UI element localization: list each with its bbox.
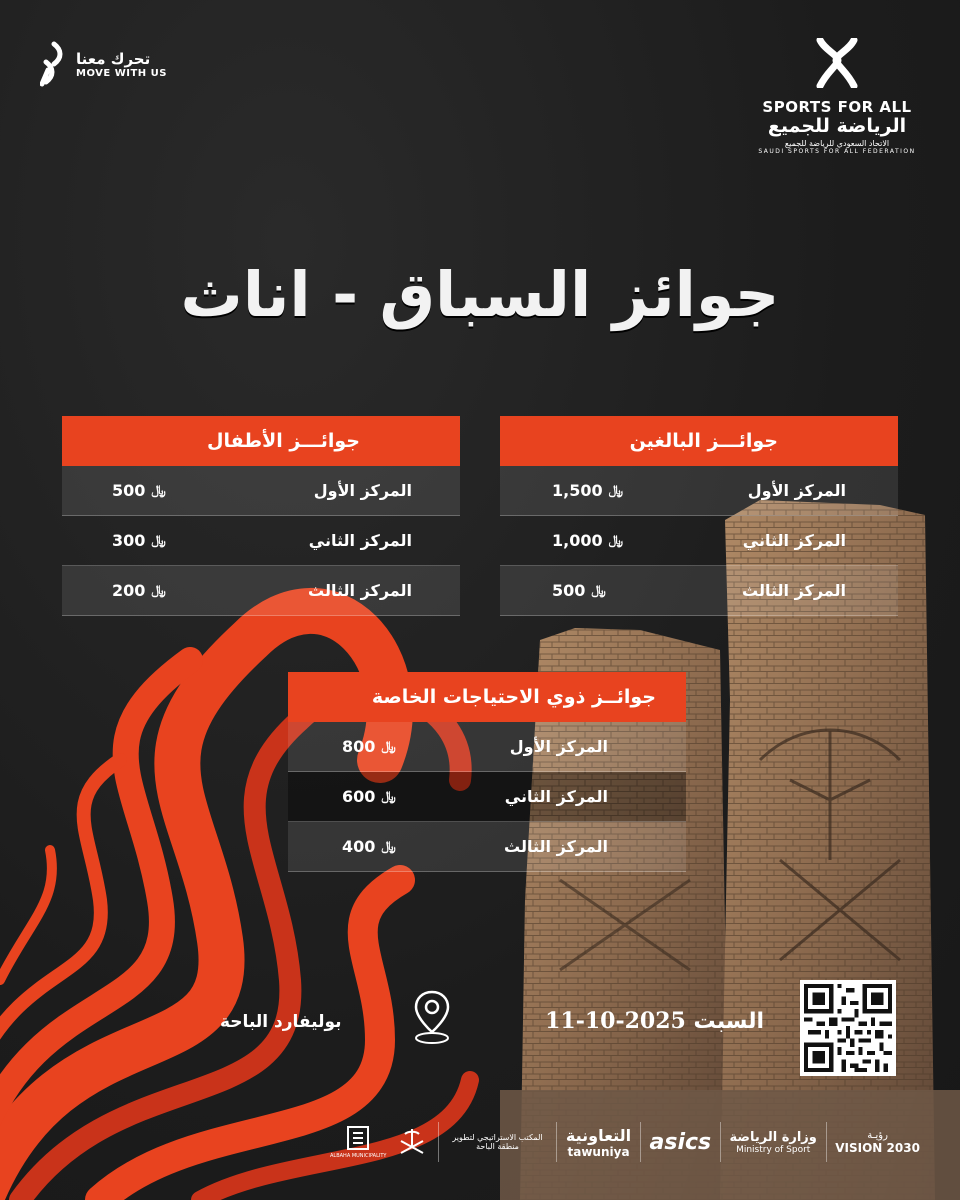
strategic-office-name: المكتب الاستراتيجي لتطوير منطقة الباحة bbox=[452, 1133, 543, 1151]
riyal-icon: ﷼ bbox=[591, 583, 606, 598]
table-row bbox=[288, 772, 686, 822]
prize-amount bbox=[342, 787, 396, 806]
amount-value: 1,500 bbox=[552, 481, 603, 500]
place-label: المركز الثالث bbox=[504, 837, 608, 856]
prize-amount bbox=[552, 581, 606, 600]
event-venue: بوليفارد الباحة bbox=[220, 1012, 342, 1032]
divider bbox=[438, 1122, 439, 1162]
divider bbox=[720, 1122, 721, 1162]
place-label: المركز الثالث bbox=[308, 581, 412, 600]
place-label: المركز الثاني bbox=[308, 531, 412, 550]
prize-amount bbox=[112, 531, 166, 550]
palm-swords-emblem-icon bbox=[395, 1125, 429, 1159]
event-day: السبت bbox=[693, 1009, 764, 1034]
amount-value: 500 bbox=[552, 581, 586, 600]
riyal-icon: ﷼ bbox=[151, 583, 166, 598]
place-label: المركز الثالث bbox=[742, 581, 846, 600]
riyal-icon: ﷼ bbox=[151, 483, 166, 498]
municipality-emblem-icon bbox=[345, 1125, 371, 1153]
sports-for-all-x-icon bbox=[812, 38, 862, 88]
sponsor-logos bbox=[330, 1112, 920, 1172]
riyal-icon: ﷼ bbox=[608, 483, 624, 498]
table-row bbox=[500, 516, 898, 566]
amount-value: 200 bbox=[112, 581, 146, 600]
tawuniya-arabic: التعاونية bbox=[565, 1125, 632, 1145]
emirate-emblem bbox=[395, 1125, 429, 1159]
place-label: المركز الأول bbox=[747, 481, 846, 500]
page-title: جوائز السباق - اناث bbox=[180, 258, 780, 331]
event-date bbox=[545, 1008, 764, 1034]
tawuniya-english: tawuniya bbox=[567, 1144, 630, 1159]
place-label: المركز الثاني bbox=[504, 787, 608, 806]
amount-value: 1,000 bbox=[552, 531, 603, 550]
move-with-us-logo bbox=[40, 40, 167, 88]
strategic-office-logo bbox=[448, 1133, 548, 1151]
sports-for-all-logo bbox=[752, 38, 922, 155]
vision-2030-logo bbox=[835, 1130, 920, 1155]
location-pin-icon bbox=[412, 988, 452, 1048]
sports-for-all-english: SPORTS FOR ALL bbox=[762, 98, 912, 116]
riyal-icon: ﷼ bbox=[381, 789, 396, 804]
table-row bbox=[288, 722, 686, 772]
move-with-us-arabic: تحرك معنا bbox=[76, 49, 151, 68]
prize-amount bbox=[342, 837, 396, 856]
prize-amount bbox=[112, 581, 166, 600]
tawuniya-logo bbox=[566, 1126, 631, 1159]
amount-value: 400 bbox=[342, 837, 376, 856]
table-row bbox=[62, 566, 460, 616]
special-needs-prize-table bbox=[288, 672, 686, 872]
divider bbox=[556, 1122, 557, 1162]
riyal-icon: ﷼ bbox=[608, 533, 624, 548]
amount-value: 600 bbox=[342, 787, 376, 806]
amount-value: 300 bbox=[112, 531, 146, 550]
table-row bbox=[62, 466, 460, 516]
federation-name-arabic: الاتحاد السعودي للرياضة للجميع bbox=[784, 138, 890, 148]
table-row bbox=[62, 516, 460, 566]
place-label: المركز الأول bbox=[509, 737, 608, 756]
place-label: المركز الثاني bbox=[742, 531, 846, 550]
ministry-of-sport-logo bbox=[730, 1130, 817, 1155]
adults-prize-heading: جوائـــز البالغين bbox=[500, 416, 898, 466]
qr-code[interactable] bbox=[800, 980, 896, 1076]
place-label: المركز الأول bbox=[313, 481, 412, 500]
divider bbox=[826, 1122, 827, 1162]
riyal-icon: ﷼ bbox=[381, 839, 396, 854]
move-with-us-icon bbox=[40, 40, 66, 88]
federation-name-english: SAUDI SPORTS FOR ALL FEDERATION bbox=[758, 147, 916, 155]
kids-prize-heading: جوائـــز الأطفال bbox=[62, 416, 460, 466]
event-date-value: 2025-10-11 bbox=[545, 1008, 686, 1034]
albaha-municipality-logo bbox=[330, 1125, 386, 1159]
table-row bbox=[500, 566, 898, 616]
asics-logo bbox=[650, 1130, 712, 1155]
table-row bbox=[288, 822, 686, 872]
ministry-english: Ministry of Sport bbox=[736, 1144, 811, 1155]
vision-arabic: رؤيـة bbox=[867, 1129, 888, 1141]
amount-value: 500 bbox=[112, 481, 146, 500]
table-row bbox=[500, 466, 898, 516]
prize-amount bbox=[552, 531, 623, 550]
prize-amount bbox=[342, 737, 396, 756]
divider bbox=[640, 1122, 641, 1162]
vision-english: VISION 2030 bbox=[835, 1140, 920, 1155]
prize-amount bbox=[112, 481, 166, 500]
special-needs-prize-heading: جوائــز ذوي الاحتياجات الخاصة bbox=[288, 672, 686, 722]
adults-prize-table bbox=[500, 416, 898, 616]
municipality-name: ALBAHA MUNICIPALITY bbox=[330, 1153, 387, 1159]
amount-value: 800 bbox=[342, 737, 376, 756]
asics-wordmark: asics bbox=[649, 1129, 712, 1155]
sports-for-all-arabic: الرياضة للجميع bbox=[767, 115, 907, 137]
riyal-icon: ﷼ bbox=[151, 533, 166, 548]
move-with-us-english: MOVE WITH US bbox=[76, 67, 167, 79]
riyal-icon: ﷼ bbox=[381, 739, 396, 754]
kids-prize-table bbox=[62, 416, 460, 616]
ministry-arabic: وزارة الرياضة bbox=[729, 1129, 817, 1145]
prize-amount bbox=[552, 481, 623, 500]
